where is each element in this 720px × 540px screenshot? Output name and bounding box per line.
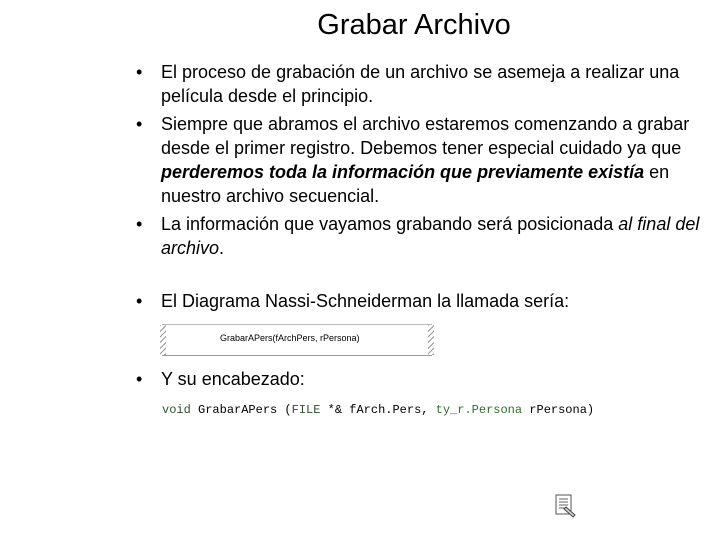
bullet-text-end: en nuestro archivo secuencial. <box>161 162 670 206</box>
speaker-notes-icon[interactable] <box>554 494 578 518</box>
code-type: ty_r.Persona <box>435 403 523 417</box>
bullet-text-italic: al final del archivo <box>161 214 700 258</box>
bullet-text <box>161 212 701 260</box>
nassi-call-text: GrabarAPers(fArchPers, rPersona) <box>220 333 360 343</box>
bullet-marker: • <box>136 291 143 311</box>
bullet-text-end: . <box>219 238 225 258</box>
bullet-text-start: La información que vayamos grabando será posicionada <box>161 214 619 234</box>
code-middle: *& fArch.Pers, <box>320 403 436 417</box>
bullet-marker: • <box>136 369 143 389</box>
nassi-right-hatch <box>428 325 434 355</box>
bullet-text-emphasis: perderemos toda la información que previamente existía <box>161 162 645 182</box>
bullet-text <box>161 112 701 208</box>
bullet-marker: • <box>136 214 143 234</box>
bullet-marker: • <box>136 62 143 82</box>
code-function: GrabarAPers ( <box>190 403 292 417</box>
bullet-text: El proceso de grabación de un archivo se asemeja a realizar una película desde el principio. <box>161 62 680 106</box>
slide-title: Grabar Archivo <box>317 9 511 41</box>
code-keyword: void <box>162 403 191 417</box>
bullet-text-start: Siempre que abramos el archivo estaremos comenzando a grabar desde el primer registro. Debemos tener especial cuidado ya que <box>161 114 690 158</box>
function-header-code <box>162 402 594 418</box>
code-end: rPersona) <box>522 403 595 417</box>
bullet-marker: • <box>136 114 143 134</box>
nassi-schneiderman-diagram <box>162 324 432 356</box>
bullet-text: Y su encabezado: <box>161 369 305 389</box>
code-type-file: FILE <box>291 403 321 417</box>
bullet-text: El Diagrama Nassi-Schneiderman la llamada sería: <box>161 291 570 311</box>
nassi-left-hatch <box>160 325 166 355</box>
